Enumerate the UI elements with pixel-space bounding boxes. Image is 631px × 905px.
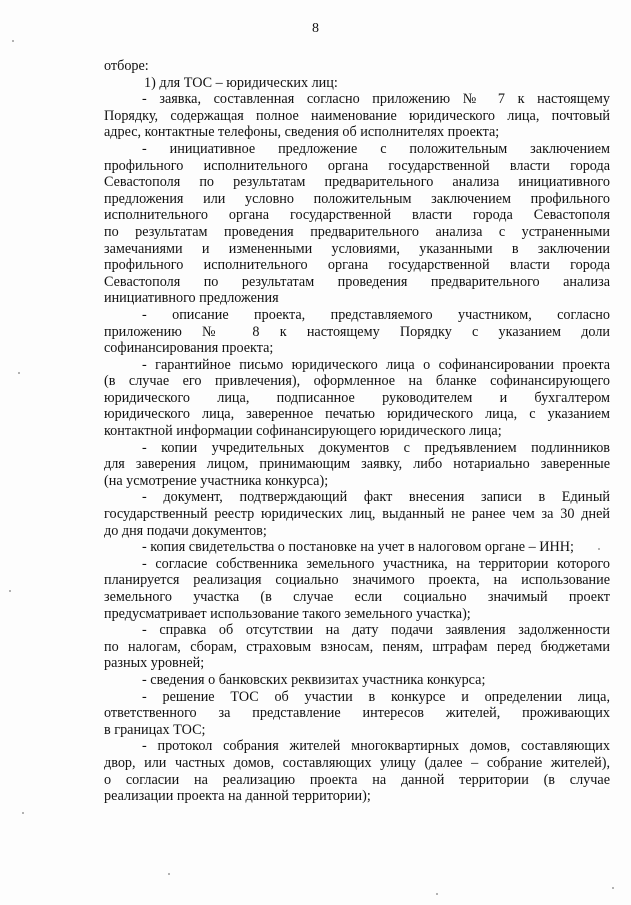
text-line: - копии учредительных документов с предъявлением подлинников xyxy=(142,439,610,456)
text-line: двор, или частных домов, составляющих улицу (далее – собрание жителей), xyxy=(104,754,610,771)
text-line: (на усмотрение участника конкурса); xyxy=(104,472,329,489)
scan-speck xyxy=(598,548,600,550)
page-number: 8 xyxy=(312,21,319,36)
scan-speck xyxy=(436,893,438,895)
text-line: предусматривает использование такого земельного участка); xyxy=(104,605,471,622)
text-line: государственный реестр юридических лиц, выданный не ранее чем за 30 дней xyxy=(104,506,610,523)
text-line: в границах ТОС; xyxy=(104,721,206,738)
text-line: - справка об отсутствии на дату подачи заявления задолженности xyxy=(142,622,610,639)
text-line: - заявка, составленная согласно приложению № 7 к настоящему xyxy=(142,91,610,108)
text-line: приложению № 8 к настоящему Порядку с указанием доли xyxy=(104,323,610,340)
text-line: контактной информации софинансирующего юридического лица; xyxy=(104,423,502,440)
scan-speck xyxy=(22,812,24,814)
scan-speck xyxy=(18,372,20,374)
text-line: профильного исполнительного органа государственной власти города xyxy=(104,257,610,274)
text-line: исполнительного органа государственной власти города Севастополя xyxy=(104,207,610,224)
scan-speck xyxy=(9,590,11,592)
text-line: по налогам, сборам, страховым взносам, пеням, штрафам перед бюджетами xyxy=(104,638,610,655)
text-line: планируется реализация социально значимого проекта, на использование xyxy=(104,572,610,589)
text-line: - инициативное предложение с положительным заключением xyxy=(142,140,610,157)
text-line: предложения или условно положительным заключением профильного xyxy=(104,190,610,207)
text-line: - протокол собрания жителей многоквартирных домов, составляющих xyxy=(142,738,610,755)
text-line: до дня подачи документов; xyxy=(104,522,267,539)
text-line: профильного исполнительного органа государственной власти города xyxy=(104,157,610,174)
text-line: - решение ТОС об участии в конкурсе и определении лица, xyxy=(142,688,610,705)
text-line: - описание проекта, представляемого участником, согласно xyxy=(142,306,610,323)
text-line: адрес, контактные телефоны, сведения об исполнителях проекта; xyxy=(104,124,500,141)
text-line: Севастополя по результатам проведения предварительного анализа xyxy=(104,273,610,290)
text-line: софинансирования проекта; xyxy=(104,340,274,357)
text-line: - сведения о банковских реквизитах участника конкурса; xyxy=(142,671,486,688)
text-line: юридического лица, подписанное руководителем и бухгалтером xyxy=(104,389,610,406)
text-line: инициативного предложения xyxy=(104,290,279,307)
text-line: для заверения лицом, принимающим заявку, либо нотариально заверенные xyxy=(104,456,610,473)
scan-speck xyxy=(12,40,14,42)
text-line: по результатам проведения предварительного анализа с устраненными xyxy=(104,223,610,240)
text-line: земельного участка (в случае если социально значимый проект xyxy=(104,589,610,605)
document-body xyxy=(104,58,610,805)
text-line: - согласие собственника земельного участника, на территории которого xyxy=(142,555,610,572)
text-line: ответственного за представление интересов жителей, проживающих xyxy=(104,705,610,722)
text-line: Порядку, содержащая полное наименование юридического лица, почтовый xyxy=(104,107,610,124)
text-line: отборе: xyxy=(104,58,149,74)
text-line: 1) для ТОС – юридических лиц: xyxy=(144,74,338,91)
text-line: юридического лица, заверенное печатью юридического лица, с указанием xyxy=(104,406,610,423)
text-line: разных уровней; xyxy=(104,655,205,672)
text-line: о согласии на реализацию проекта на данной территории (в случае xyxy=(104,771,610,788)
text-line: (в случае его привлечения), оформленное на бланке софинансирующего xyxy=(104,373,610,390)
scan-speck xyxy=(168,873,170,875)
text-line: реализации проекта на данной территории); xyxy=(104,788,371,805)
scan-speck xyxy=(612,887,614,889)
text-line: - копия свидетельства о постановке на учет в налоговом органе – ИНН; xyxy=(142,539,574,556)
text-line: - гарантийное письмо юридического лица о софинансировании проекта xyxy=(142,356,610,373)
text-line: - документ, подтверждающий факт внесения записи в Единый xyxy=(142,489,610,506)
text-line: замечаниями и измененными условиями, указанными в заключении xyxy=(104,240,610,257)
text-line: Севастополя по результатам предварительного анализа инициативного xyxy=(104,174,610,191)
